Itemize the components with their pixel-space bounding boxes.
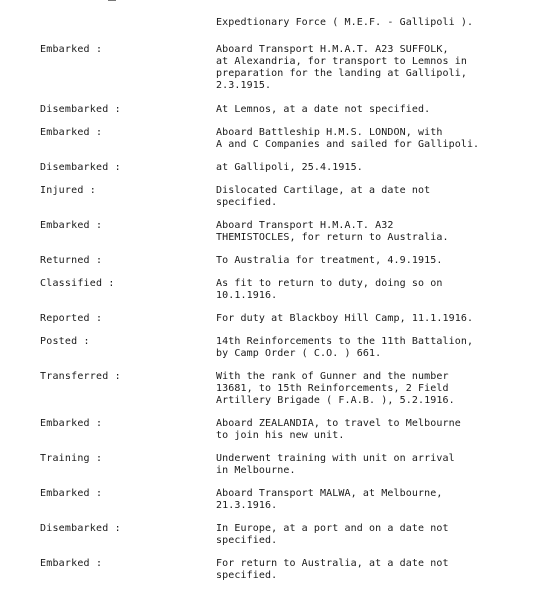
entry-value: Aboard Transport H.M.A.T. A32 THEMISTOCLES, for return to Australia. bbox=[216, 220, 449, 243]
entry-value: Underwent training with unit on arrival in Melbourne. bbox=[216, 453, 455, 476]
entry-value: For return to Australia, at a date not specified. bbox=[216, 558, 449, 581]
entry-label: Embarked : bbox=[40, 44, 103, 55]
entry-value: To Australia for treatment, 4.9.1915. bbox=[216, 255, 443, 266]
entry-value: As fit to return to duty, doing so on 10.1.1916. bbox=[216, 278, 443, 301]
entry-label: Posted : bbox=[40, 336, 90, 347]
scan-mark bbox=[108, 0, 116, 5]
entry-label: Reported : bbox=[40, 313, 103, 324]
entry-value: at Gallipoli, 25.4.1915. bbox=[216, 162, 363, 173]
entry-value: Aboard Battleship H.M.S. LONDON, with A and C Companies and sailed for Gallipoli. bbox=[216, 127, 480, 150]
entry-label: Returned : bbox=[40, 255, 103, 266]
entry-value: For duty at Blackboy Hill Camp, 11.1.1916. bbox=[216, 313, 474, 324]
entry-label: Classified : bbox=[40, 278, 115, 289]
entry-label: Embarked : bbox=[40, 418, 103, 429]
entry-label: Disembarked : bbox=[40, 104, 121, 115]
entry-value: At Lemnos, at a date not specified. bbox=[216, 104, 431, 115]
entry-label: Transferred : bbox=[40, 371, 121, 382]
entry-label: Embarked : bbox=[40, 558, 103, 569]
entry-value: Aboard Transport MALWA, at Melbourne, 21.3.1916. bbox=[216, 488, 443, 511]
entry-value: Dislocated Cartilage, at a date not specified. bbox=[216, 185, 431, 208]
entry-label: Embarked : bbox=[40, 488, 103, 499]
entry-label: Disembarked : bbox=[40, 162, 121, 173]
entry-value: With the rank of Gunner and the number 13681, to 15th Reinforcements, 2 Field Artillery Brigade ( F.A.B. ), 5.2.1916. bbox=[216, 371, 455, 406]
entry-value: Aboard ZEALANDIA, to travel to Melbourne to join his new unit. bbox=[216, 418, 461, 441]
entry-label: Embarked : bbox=[40, 220, 103, 231]
entry-label: Training : bbox=[40, 453, 103, 464]
entry-value: Aboard Transport H.M.A.T. A23 SUFFOLK, at Alexandria, for transport to Lemnos in preparation for the landing at Gallipoli, 2.3.1915. bbox=[216, 44, 467, 91]
entry-value: In Europe, at a port and on a date not specified. bbox=[216, 523, 449, 546]
entry-value: 14th Reinforcements to the 11th Battalion, by Camp Order ( C.O. ) 661. bbox=[216, 336, 474, 359]
entry-label: Disembarked : bbox=[40, 523, 121, 534]
entry-label: Embarked : bbox=[40, 127, 103, 138]
record-heading: Expedtionary Force ( M.E.F. - Gallipoli ). bbox=[216, 17, 474, 28]
entry-label: Injured : bbox=[40, 185, 96, 196]
